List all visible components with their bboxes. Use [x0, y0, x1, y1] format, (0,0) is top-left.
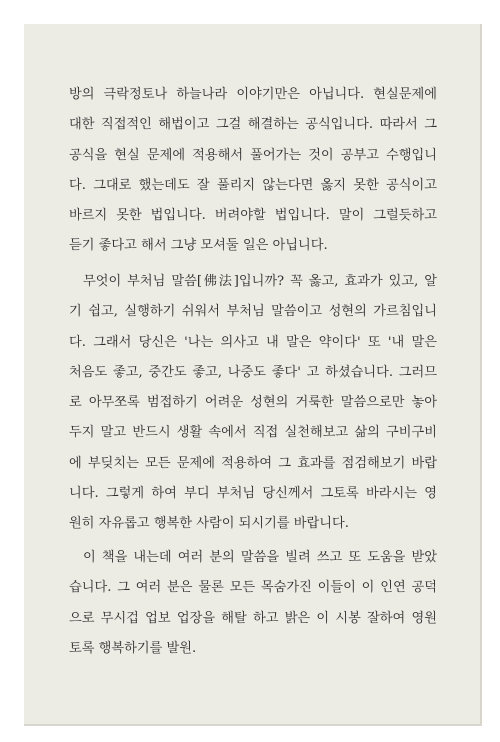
text-line: 니다. 그렇게 하여 부디 부처님 당신께서 그토록 바라시는 영: [69, 486, 437, 502]
text-line: 바르지 못한 법입니다. 버려야할 법입니다. 말이 그럴듯하고: [69, 208, 437, 224]
book-page: [24, 24, 482, 726]
text-line: 으로 무시겁 업보 업장을 해탈 하고 밝은 이 시봉 잘하여 영원: [69, 610, 437, 626]
paragraph-2: [69, 267, 437, 540]
text-line: 두지 말고 반드시 생활 속에서 직접 실천해보고 삶의 구비구비: [69, 425, 437, 441]
text-line: 로 아무쪼록 범접하기 어려운 성현의 거룩한 말씀으로만 놓아: [69, 395, 437, 411]
text-line: 다. 그대로 했는데도 잘 풀리지 않는다면 옳지 못한 공식이고: [69, 177, 437, 193]
text-line: 기 쉽고, 실행하기 쉬워서 부처님 말씀이고 성현의 가르침입니: [69, 304, 437, 320]
text-line: 토록 행복하기를 발원.: [69, 640, 197, 656]
text-line: 공식을 현실 문제에 적용해서 풀어가는 것이 공부고 수행입니: [69, 147, 437, 163]
text-line: 에 부딪치는 모든 문제에 적용하여 그 효과를 점검해보기 바랍: [69, 455, 437, 471]
paragraph-3: [69, 543, 437, 664]
text-line: 습니다. 그 여러 분은 물론 모든 목숨가진 이들이 이 인연 공덕: [69, 580, 437, 596]
text-line: 듣기 좋다고 해서 그냥 모셔둘 일은 아닙니다.: [69, 238, 328, 254]
text-line: 무엇이 부처님 말씀[佛法]입니까? 꼭 옳고, 효과가 있고, 알: [83, 274, 437, 289]
text-line: 다. 그래서 당신은 '나는 의사고 내 말은 약이다' 또 '내 말은: [69, 334, 437, 350]
text-line: 원히 자유롭고 행복한 사람이 되시기를 바랍니다.: [69, 516, 349, 532]
paragraph-1: [69, 80, 437, 262]
text-line: 이 책을 내는데 여러 분의 말씀을 빌려 쓰고 또 도움을 받았: [83, 550, 437, 565]
text-line: 방의 극락정토나 하늘나라 이야기만은 아닙니다. 현실문제에: [69, 87, 437, 102]
text-line: 대한 직접적인 해법이고 그걸 해결하는 공식입니다. 따라서 그: [69, 117, 437, 133]
text-line: 처음도 좋고, 중간도 좋고, 나중도 좋다' 고 하셨습니다. 그러므: [69, 364, 437, 380]
